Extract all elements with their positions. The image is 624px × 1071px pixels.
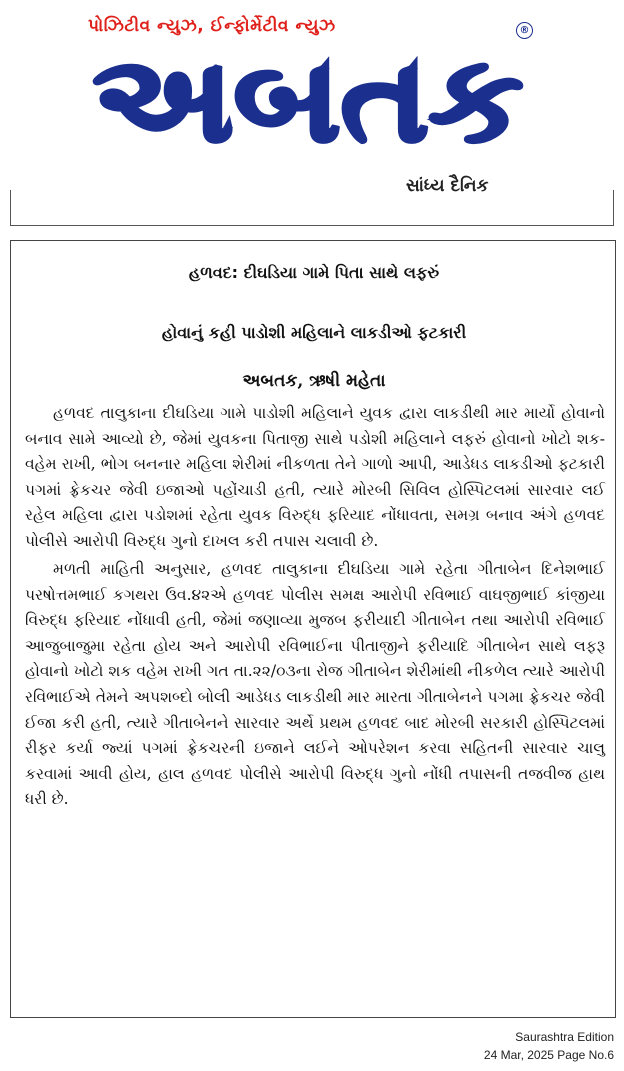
edition-type-label: સાંધ્ય દૈનિક — [406, 176, 489, 196]
frame-rule-left — [10, 190, 11, 226]
logo-text: અબતક — [93, 40, 523, 168]
byline: અબતક, ઋષી મહેતા — [242, 371, 386, 391]
registered-mark: ® — [516, 22, 533, 39]
frame-rule-right — [613, 190, 614, 226]
footer-date-page: 24 Mar, 2025 Page No.6 — [483, 1048, 614, 1062]
article-paragraph-1: હળવદ તાલુકાના દીઘડિયા ગામે પાડોશી મહિલાને યુવક દ્વારા લાકડીથી માર માર્યો હોવાનો બનાવ સામે આવ્યો છે, જેમાં યુવકના પિતાજી સાથે પડોશી મહિલાને લફરું હોવાનો ખોટો શક-વહેમ રાખી, ભોગ બનનાર મહિલા શેરીમાં નીકળતા તેને ગાળો આપી, આડેધડ લાકડીઓ ફટકારી પગમાં ફ્રેકચર જેવી ઇજાઓ પહોંચાડી હતી, ત્યારે મોરબી સિવિલ હોસ્પિટલમાં સારવાર લઈ રહેલ મહિલા દ્વારા પડોશમાં રહેતા યુવક વિરુદ્ધ ફરિયાદ નોંધાવતા, સમગ્ર બનાવ અંગે હળવદ પોલીસે આરોપી વિરુદ્ધ ગુનો દાખલ કરી તપાસ ચલાવી છે. — [25, 404, 605, 550]
masthead-tagline: પોઝિટીવ ન્યુઝ, ઈન્ફોર્મેટીવ ન્યુઝ — [88, 16, 336, 36]
headline-line-2: હોવાનું કહી પાડોશી મહિલાને લાકડીઓ ફટકારી — [161, 323, 467, 342]
headline-line-1: હળવદ: દીઘડિયા ગામે પિતા સાથે લફરું — [188, 263, 440, 282]
article-box — [10, 240, 616, 1018]
frame-rule-bottom — [10, 225, 614, 226]
article-paragraph-2: મળતી માહિતી અનુસાર, હળવદ તાલુકાના દીઘડિયા ગામે રહેતા ગીતાબેન દિનેશભાઈ પરષોત્તમભાઈ કગથરા ઉવ.૪૨એ હળવદ પોલીસ સમક્ષ આરોપી રવિભાઈ વાઘજીભાઈ કાંજીયા વિરુદ્ધ ફરિયાદ નોંધાવી હતી, જેમાં જણાવ્યા મુજબ ફરીયાદી ગીતાબેન તથા આરોપી રવિભાઈ આજુબાજુમા રહેતા હોય અને આરોપી રવિભાઈના પીતાજીને ફરીયાદિ ગીતાબેન સાથે લફરૂ હોવાનો ખોટો શક વહેમ રાખી ગત તા.૨૨/૦૩ના રોજ ગીતાબેન શેરીમાંથી નીકળેલ ત્યારે આરોપી રવિભાઈએ તેમને અપશબ્દો બોલી આડેધડ લાકડીથી માર મારતા ગીતાબેનને પગમા ફ્રેકચર જેવી ઈજા કરી હતી, ત્યારે ગીતાબેનને સારવાર અર્થે પ્રથમ હળવદ બાદ મોરબી સરકારી હોસ્પિટલમાં રીફર કર્યા જ્યાં પગમાં ફ્રેકચરની ઇજાને લઈને ઓપરેશન કરવા સહિતની સારવાર ચાલુ કરવામાં આવી હોય, હાલ હળવદ પોલીસે આરોપી વિરુદ્ધ ગુનો નોંધી તપાસની તજવીજ હાથ ધરી છે. — [25, 560, 605, 809]
brand-logo — [86, 40, 530, 180]
masthead — [0, 0, 624, 230]
footer-edition: Saurashtra Edition — [515, 1030, 614, 1044]
